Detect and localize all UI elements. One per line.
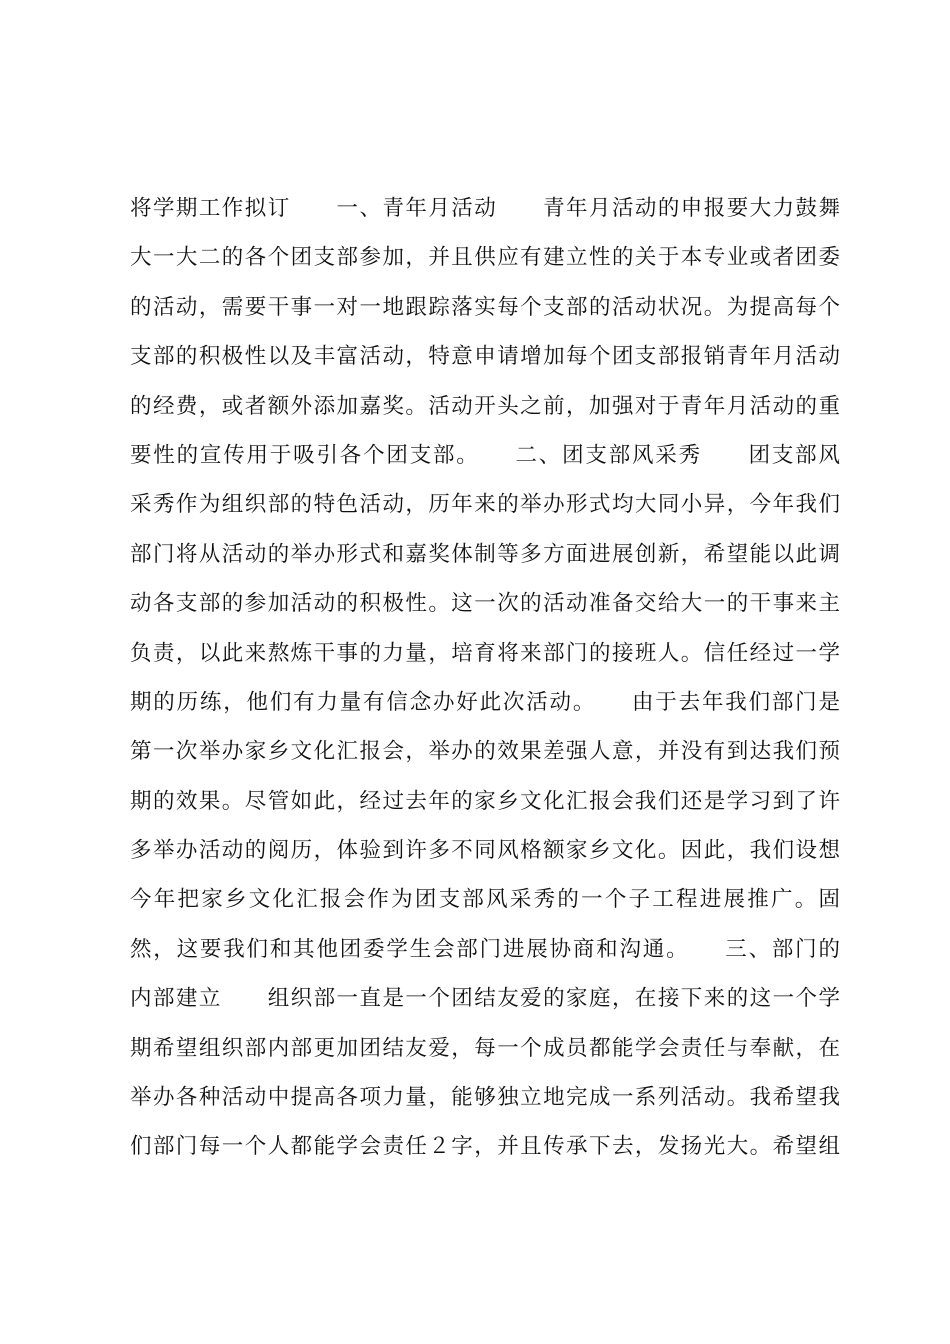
text-line: 采秀作为组织部的特色活动，历年来的举办形式均大同小异，今年我们	[130, 492, 840, 518]
text-line: 期的历练，他们有力量有信念办好此次活动。 由于去年我们部门是	[130, 689, 840, 715]
text-line: 期希望组织部内部更加团结友爱，每一个成员都能学会责任与奉献，在	[130, 1035, 840, 1061]
body-text	[130, 184, 840, 1172]
text-line: 期的效果。尽管如此，经过去年的家乡文化汇报会我们还是学习到了许	[130, 788, 840, 814]
text-line: 的活动，需要干事一对一地跟踪落实每个支部的活动状况。为提高每个	[130, 294, 840, 320]
text-line: 动各支部的参加活动的积极性。这一次的活动准备交给大一的干事来主	[130, 591, 840, 617]
text-line: 举办各种活动中提高各项力量，能够独立地完成一系列活动。我希望我	[130, 1085, 840, 1111]
text-line: 将学期工作拟订 一、青年月活动 青年月活动的申报要大力鼓舞	[130, 196, 840, 221]
text-line: 内部建立 组织部一直是一个团结友爱的家庭，在接下来的这一个学	[130, 986, 840, 1012]
text-line: 第一次举办家乡文化汇报会，举办的效果差强人意，并没有到达我们预	[130, 739, 840, 765]
text-line: 支部的积极性以及丰富活动，特意申请增加每个团支部报销青年月活动	[130, 344, 840, 370]
text-line: 部门将从活动的举办形式和嘉奖体制等多方面进展创新，希望能以此调	[130, 541, 840, 567]
text-line: 今年把家乡文化汇报会作为团支部风采秀的一个子工程进展推广。固	[130, 887, 840, 913]
text-line: 负责，以此来熬炼干事的力量，培育将来部门的接班人。信任经过一学	[130, 640, 840, 666]
text-line: 的经费，或者额外添加嘉奖。活动开头之前，加强对于青年月活动的重	[130, 393, 840, 419]
text-line: 然，这要我们和其他团委学生会部门进展协商和沟通。 三、部门的	[130, 936, 840, 962]
text-line: 大一大二的各个团支部参加，并且供应有建立性的关于本专业或者团委	[130, 245, 840, 271]
text-line: 多举办活动的阅历，体验到许多不同风格额家乡文化。因此，我们设想	[130, 838, 840, 864]
text-line: 们部门每一个人都能学会责任２字，并且传承下去，发扬光大。希望组	[130, 1134, 840, 1160]
text-line: 要性的宣传用于吸引各个团支部。 二、团支部风采秀 团支部风	[130, 442, 840, 468]
